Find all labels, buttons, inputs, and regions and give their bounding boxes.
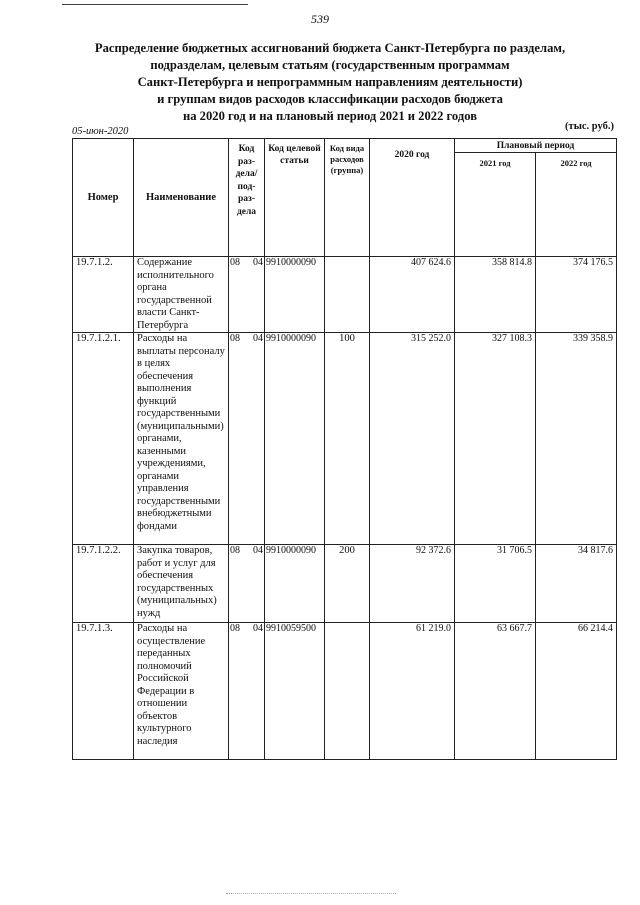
page-number: 539 [311, 12, 329, 26]
row-article-code: 9910000090 [265, 545, 325, 623]
table-row [73, 333, 617, 545]
row-number: 19.7.1.2.2. [73, 545, 134, 623]
row-amount-2021: 327 108.3 [455, 333, 536, 545]
row-name: Содержание исполнительного органа государственной власти Санкт-Петербурга [134, 257, 229, 333]
header-article-code: Код целевой статьи [265, 139, 325, 257]
header-number: Номер [73, 139, 134, 257]
row-amount-2022: 339 358.9 [536, 333, 617, 545]
row-name: Расходы на выплаты персоналу в целях обеспечения выполнения функций государственными (муниципальными) органами, казенными учреждениями, органами управления государственными внебюджетными фондами [134, 333, 229, 545]
row-subsection: 04 [253, 623, 263, 634]
footer-scan-mark [226, 893, 396, 896]
row-expense-group [325, 623, 370, 760]
units-label: (тыс. руб.) [565, 121, 614, 132]
row-name: Расходы на осуществление переданных полномочий Российской Федерации в отношении объектов культурного наследия [134, 623, 229, 760]
header-2022: 2022 год [536, 153, 617, 257]
document-date: 05-июн-2020 [72, 126, 129, 137]
row-article-code: 9910000090 [265, 333, 325, 545]
row-subsection: 04 [253, 257, 263, 268]
table-row [73, 545, 617, 623]
header-section-code: Код раз-дела/ под-раз-дела [229, 139, 265, 257]
row-amount-2020: 92 372.6 [370, 545, 455, 623]
top-rule [62, 4, 248, 5]
row-section-code [229, 623, 265, 760]
row-amount-2022: 34 817.6 [536, 545, 617, 623]
row-section-code [229, 333, 265, 545]
row-article-code: 9910000090 [265, 257, 325, 333]
document-title [60, 40, 600, 125]
header-2021: 2021 год [455, 153, 536, 257]
row-section: 08 [230, 333, 240, 344]
row-number: 19.7.1.3. [73, 623, 134, 760]
title-line: Санкт-Петербурга и непрограммным направлениям деятельности) [137, 75, 523, 89]
row-amount-2020: 61 219.0 [370, 623, 455, 760]
header-row [73, 139, 617, 153]
header-planning-period: Плановый период [455, 139, 617, 153]
budget-table [72, 138, 617, 760]
row-amount-2021: 358 814.8 [455, 257, 536, 333]
row-section-code [229, 257, 265, 333]
row-section-code [229, 545, 265, 623]
row-amount-2022: 374 176.5 [536, 257, 617, 333]
table-row [73, 623, 617, 760]
row-name: Закупка товаров, работ и услуг для обеспечения государственных (муниципальных) нужд [134, 545, 229, 623]
row-amount-2021: 31 706.5 [455, 545, 536, 623]
row-expense-group: 100 [325, 333, 370, 545]
row-number: 19.7.1.2.1. [73, 333, 134, 545]
row-number: 19.7.1.2. [73, 257, 134, 333]
row-section: 08 [230, 545, 240, 556]
row-section: 08 [230, 257, 240, 268]
header-2020: 2020 год [370, 139, 455, 257]
header-name: Наименование [134, 139, 229, 257]
title-line: и группам видов расходов классификации расходов бюджета [157, 92, 503, 106]
title-line: подразделам, целевым статьям (государственным программам [150, 58, 510, 72]
row-subsection: 04 [253, 333, 263, 344]
table-row [73, 257, 617, 333]
row-section: 08 [230, 623, 240, 634]
title-line: на 2020 год и на плановый период 2021 и 2022 годов [182, 109, 478, 123]
row-expense-group: 200 [325, 545, 370, 623]
header-expense-type-code: Код вида расходов (группа) [325, 139, 370, 257]
title-line: Распределение бюджетных ассигнований бюджета Санкт-Петербурга по разделам, [94, 41, 566, 55]
row-amount-2021: 63 667.7 [455, 623, 536, 760]
row-amount-2020: 407 624.6 [370, 257, 455, 333]
row-expense-group [325, 257, 370, 333]
row-amount-2020: 315 252.0 [370, 333, 455, 545]
row-subsection: 04 [253, 545, 263, 556]
row-article-code: 9910059500 [265, 623, 325, 760]
row-amount-2022: 66 214.4 [536, 623, 617, 760]
